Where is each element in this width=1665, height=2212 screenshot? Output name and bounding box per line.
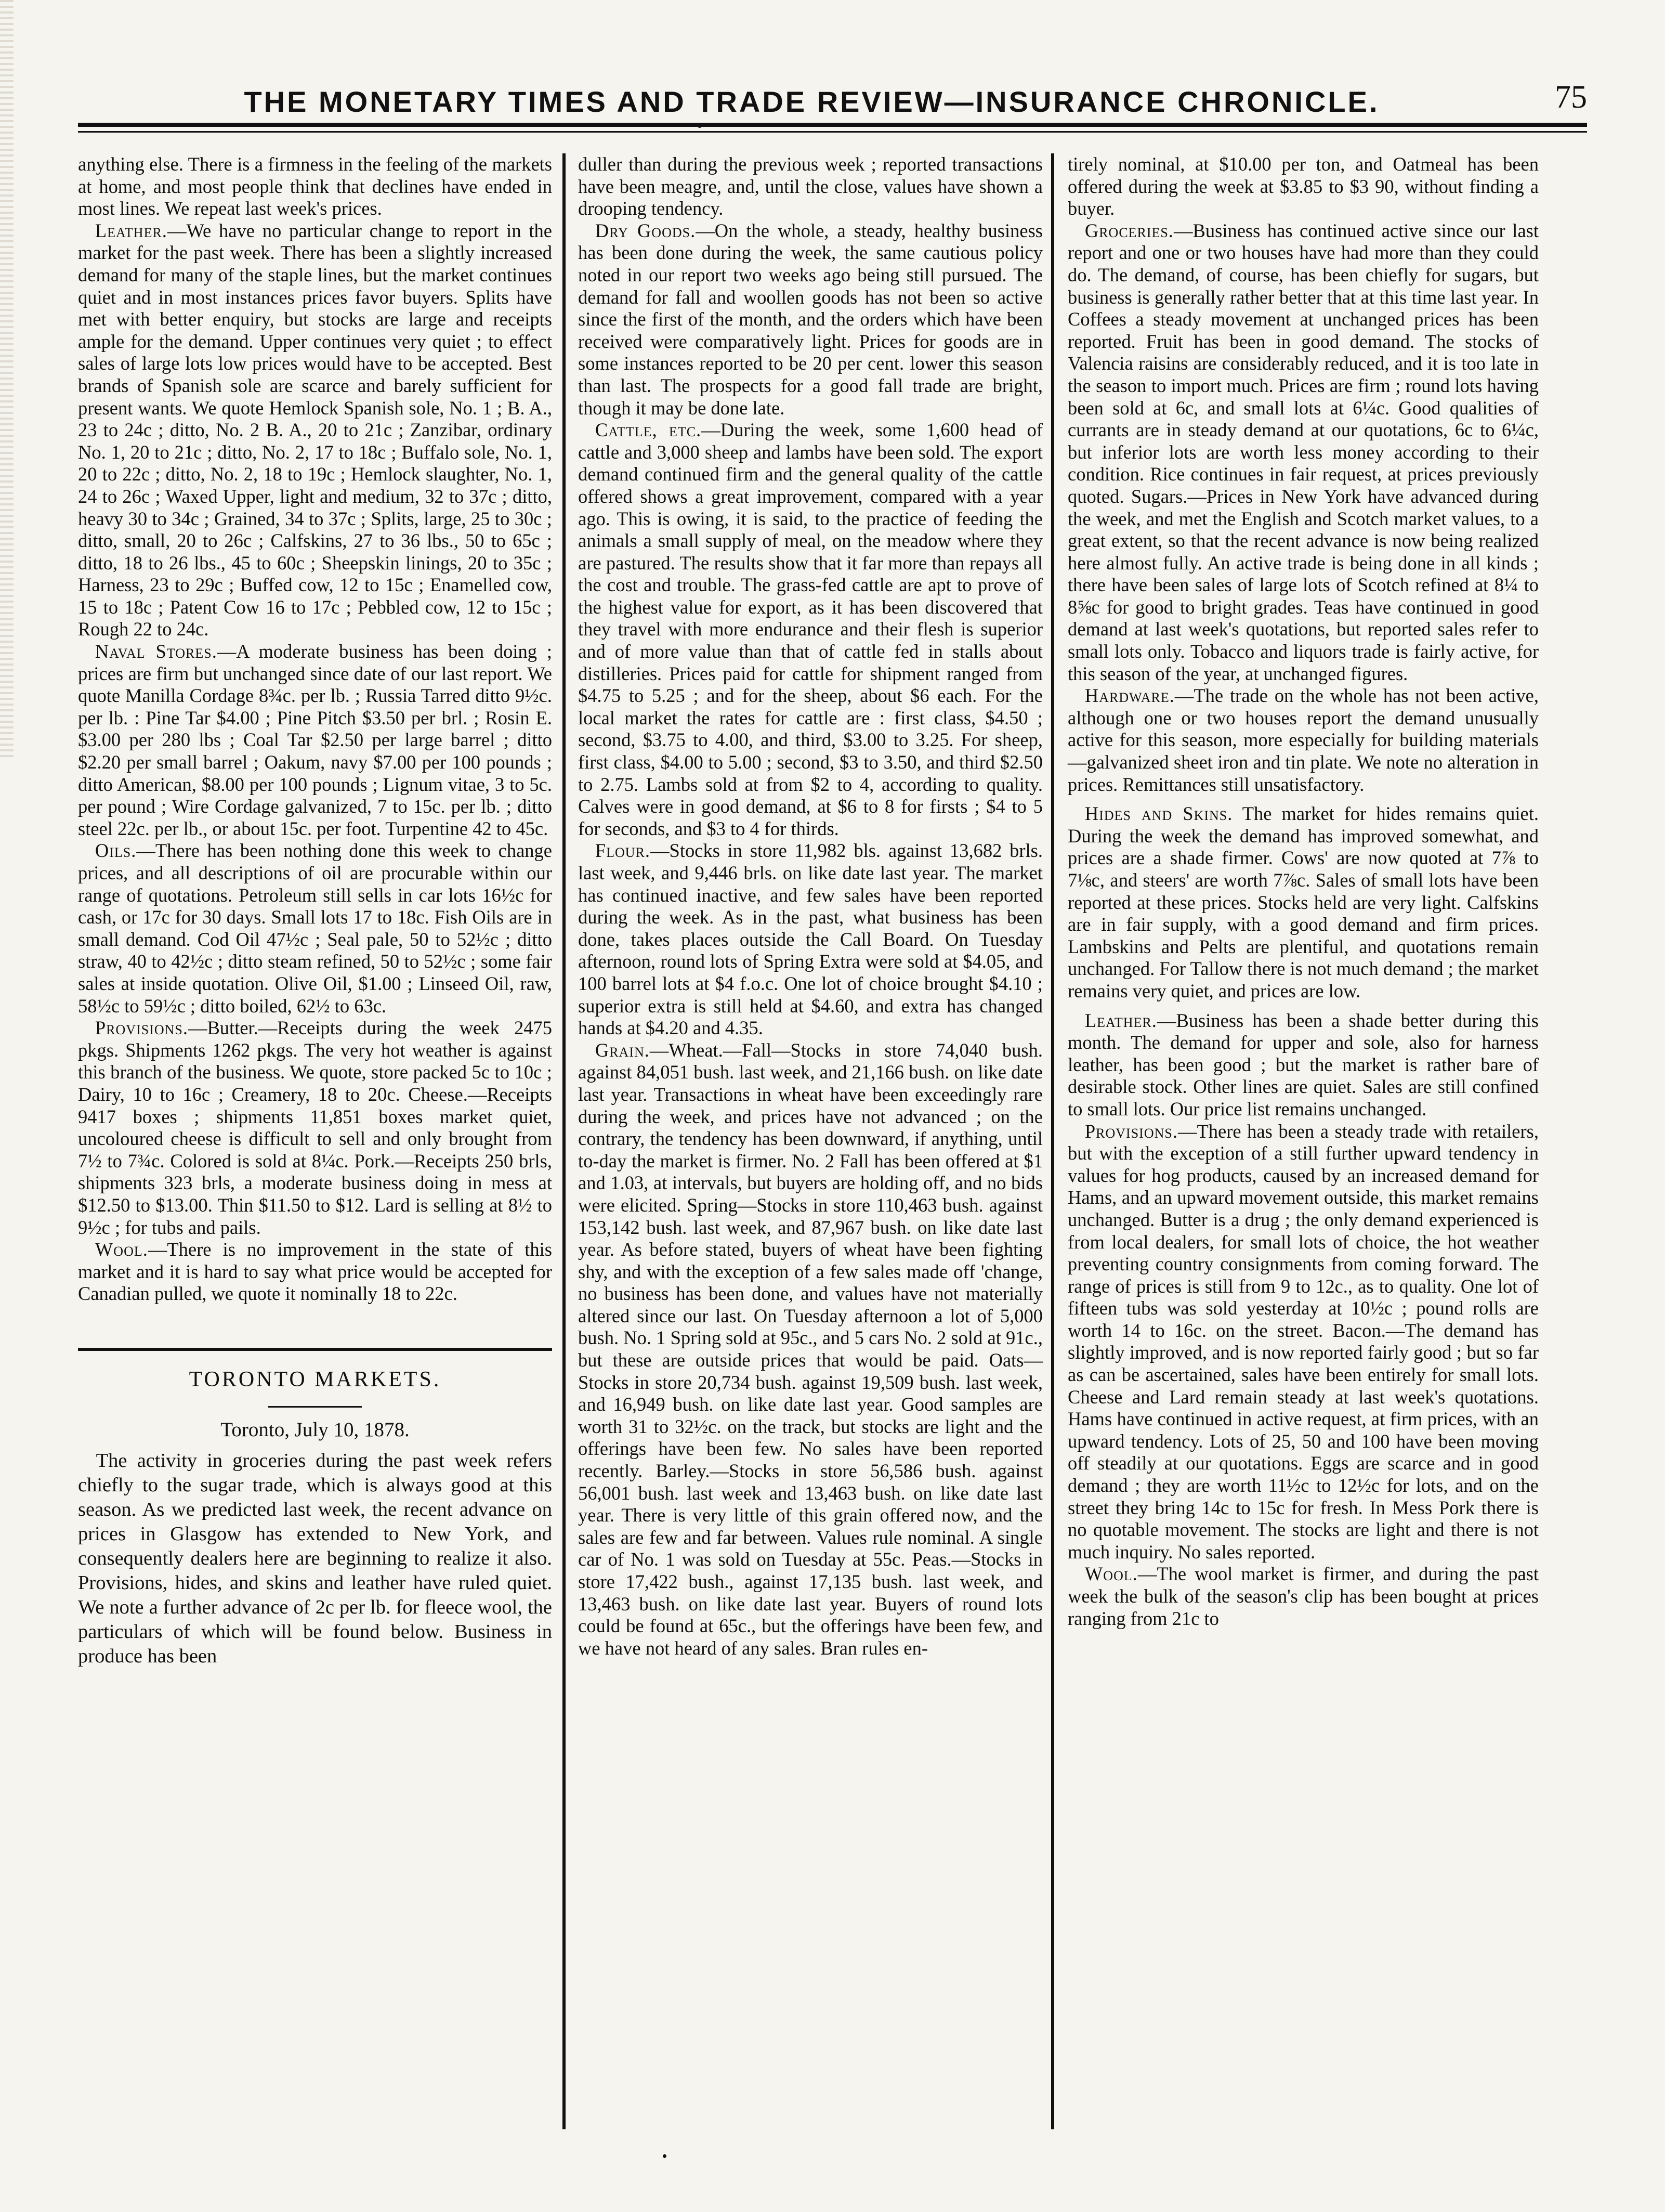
naval-stores-heading: Naval Stores.	[95, 641, 217, 662]
column-divider-2	[1051, 153, 1054, 2129]
header-rule-thin	[78, 131, 1587, 133]
leather-text: —Business has been a shade better during this month. The demand for upper and sole, also for harness leather, has been good ; but the market is rather bare of desirable stock. Other lines are quiet. Sales are still confined to small lots. Our price list remains unchanged.	[1068, 1009, 1539, 1120]
hides-text: The market for hides remains quiet. During the week the demand has improved somewhat, and prices are a shade firmer. Cows' are now quoted at 7⅞ to 7⅛c, and steers' are worth 7⅞c. Sales of small lots have been reported at these prices. Stocks held are very light. Calfskins are in fair supply, with a good demand and firm prices. Lambskins and Pelts are plentiful, and quotations remain unchanged. For Tallow there is not much demand ; the market remains very quiet, and prices are low.	[1068, 803, 1539, 1001]
hardware-heading: Hardware.	[1084, 685, 1175, 707]
toronto-intro	[78, 1449, 552, 1669]
flour-text: —Stocks in store 11,982 bls. against 13,682 brls. last week, and 9,446 brls. on like date last year. The market has continued inactive, and few sales have been reported during the week. As in the past, what business has been done, takes places outside the Call Board. On Tuesday afternoon, round lots of Spring Extra were sold at $4.05, and 100 barrel lots at $4 f.o.c. One lot of choice brought $4.10 ; superior extra is still held at $4.60, and extra has changed hands at $4.20 and 4.35.	[578, 840, 1043, 1039]
paragraph-continued: tirely nominal, at $10.00 per ton, and Oatmeal has been offered during the week at $3.85 to $3 90, without finding a buyer.	[1068, 153, 1539, 219]
groceries-paragraph	[1068, 220, 1539, 685]
masthead	[78, 77, 1545, 119]
naval-stores-paragraph	[78, 641, 552, 840]
wool-text: —There is no improvement in the state of this market and it is hard to say what price would be accepted for Canadian pulled, we quote it nominally 18 to 22c.	[78, 1239, 552, 1305]
flour-heading: Flour.	[595, 840, 651, 862]
hides-heading: Hides and Skins.	[1084, 803, 1233, 825]
oils-text: —There has been nothing done this week to change prices, and all descriptions of oil are procurable within our range of quotations. Petroleum still sells in car lots 16½c for cash, or 17c for 30 days. Small lots 17 to 18c. Fish Oils are in small demand. Cod Oil 47½c ; Seal pale, 50 to 52½c ; ditto straw, 40 to 42½c ; ditto steam refined, 50 to 52½c ; some fair sales at inside quotation. Olive Oil, $1.00 ; Linseed Oil, raw, 58½c to 59½c ; ditto boiled, 62½ to 63c.	[78, 840, 552, 1017]
dry-goods-paragraph	[578, 220, 1043, 419]
publication-title: THE MONETARY TIMES AND TRADE REVIEW—INSURANCE CHRONICLE.	[244, 85, 1380, 118]
spacer	[1068, 1003, 1539, 1010]
dry-goods-heading: Dry Goods.	[595, 219, 696, 241]
flour-paragraph	[578, 840, 1043, 1039]
page-number: 75	[1555, 80, 1587, 115]
naval-stores-text: —A moderate business has been doing ; prices are firm but unchanged since date of our last report. We quote Manilla Cordage 8¾c. per lb. ; Russia Tarred ditto 9½c. per lb. : Pine Tar $4.00 ; Pine Pitch $3.50 per brl. ; Rosin E. $3.00 per 280 lbs ; Coal Tar $2.50 per large barrel ; ditto $2.20 per small barrel ; Oakum, navy $7.00 per 100 pounds ; ditto American, $8.00 per 100 pounds ; Lignum vitae, 3 to 5c. per pound ; Wire Cordage galvanized, 7 to 15c. per lb. ; ditto steel 22c. per lb., or about 15c. per foot. Turpentine 42 to 45c.	[78, 641, 552, 839]
grain-heading: Grain.	[595, 1039, 650, 1061]
provisions-paragraph	[1068, 1121, 1539, 1564]
footer-dot	[663, 2154, 666, 2158]
wool-paragraph	[78, 1239, 552, 1305]
leather-heading: Leather.	[1084, 1009, 1157, 1031]
leather-paragraph	[78, 220, 552, 641]
column-2	[567, 153, 1050, 2129]
provisions-heading: Provisions.	[95, 1017, 188, 1039]
oils-heading: Oils.	[95, 840, 137, 862]
paragraph-continued: duller than during the previous week ; reported transactions have been meagre, and, until the close, values have shown a drooping tendency.	[578, 153, 1043, 219]
wool-heading: Wool.	[1084, 1563, 1138, 1585]
dry-goods-text: —On the whole, a steady, healthy business has been done during the week, the same cautious policy noted in our report two weeks ago being still pursued. The demand for fall and woollen goods has not been so active since the first of the month, and the orders which have been received were comparatively light. Prices for goods are in some instances reported to be 20 per cent. lower this season than last. The prospects for a good fall trade are bright, though it may be done late.	[578, 219, 1043, 419]
header-dot	[698, 124, 702, 128]
wool-paragraph	[1068, 1563, 1539, 1630]
column-divider-1	[562, 153, 566, 2129]
cattle-heading: Cattle, etc.	[595, 419, 702, 441]
groceries-heading: Groceries.	[1084, 219, 1174, 241]
section-title-toronto-markets: TORONTO MARKETS.	[78, 1348, 552, 1408]
oils-paragraph	[78, 840, 552, 1017]
page-binding-edge	[0, 0, 14, 759]
provisions-text: —There has been a steady trade with retailers, but with the exception of a still further upward tendency in values for hog products, caused by an increased demand for Hams, and an upward movement outside, this market remains unchanged. Butter is a drug ; the only demand experienced is from local dealers, for small lots of choice, the hot weather preventing country consignments from coming forward. The range of prices is still from 9 to 12c., as to quality. One lot of fifteen tubs was sold yesterday at 10½c ; pound rolls are worth 14 to 16c. on the street. Bacon.—The demand has slightly improved, and is now reported fairly good ; but so far as can be ascertained, sales have been entirely for small lots. Cheese and Lard remain steady at last week's quotations. Hams have continued in active request, at firm prices, with an upward tendency. Lots of 25, 50 and 100 have been moving off steadily at our quotations. Eggs are scarce and in good demand ; they are worth 11½c to 12½c for lots, and on the street they bring 14c to 15c for fresh. In Mess Pork there is no quotable movement. The stocks are light and there is not much inquiry. No sales reported.	[1068, 1120, 1539, 1563]
provisions-paragraph	[78, 1017, 552, 1239]
provisions-heading: Provisions.	[1084, 1120, 1178, 1142]
spacer	[1068, 796, 1539, 803]
hides-paragraph	[1068, 803, 1539, 1002]
leather-text: —We have no particular change to report in the market for the past week. There has been a slightly increased demand for many of the staple lines, but the market continues quiet and in most instances prices favor buyers. Splits have met with better enquiry, but stocks are large and receipts ample for the demand. Upper continues very quiet ; to effect sales of large lots low prices would have to be accepted. Best brands of Spanish sole are scarce and barely sufficient for present wants. We quote Hemlock Spanish sole, No. 1 ; B. A., 23 to 24c ; ditto, No. 2 B. A., 20 to 21c ; Zanzibar, ordinary No. 1, 20 to 21c ; ditto, No. 2, 17 to 18c ; Buffalo sole, No. 1, 20 to 22c ; ditto, No. 2, 18 to 19c ; Hemlock slaughter, No. 1, 24 to 26c ; Waxed Upper, light and medium, 32 to 37c ; ditto, heavy 30 to 34c ; Grained, 34 to 37c ; Splits, large, 25 to 30c ; ditto, small, 20 to 26c ; Calfskins, 27 to 36 lbs., 50 to 65c ; ditto, 18 to 26 lbs., 45 to 60c ; Sheepskin linings, 20 to 35c ; Harness, 23 to 29c ; Buffed cow, 12 to 15c ; Enamelled cow, 15 to 18c ; Patent Cow 16 to 17c ; Pebbled cow, 12 to 15c ; Rough 22 to 24c.	[78, 219, 552, 640]
grain-text: —Wheat.—Fall—Stocks in store 74,040 bush. against 84,051 bush. last week, and 21,166 bush. on like date last year. Transactions in wheat have been exceedingly rare during the week, and prices have not advanced ; on the contrary, the tendency has been downward, if anything, until to-day the market is firmer. No. 2 Fall has been offered at $1 and 1.03, at intervals, but buyers are holding off, and no bids were elicited. Spring—Stocks in store 110,463 bush. against 153,142 bush. last week, and 87,967 bush. on like date last year. As before stated, buyers of wheat have been fighting shy, and with the exception of a few sales made off 'change, no business has been done, and values have not materially altered since our last. On Tuesday afternoon a lot of 5,000 bush. No. 1 Spring sold at 95c., and 5 cars No. 2 sold at 91c., but these are outside prices that would be paid. Oats—Stocks in store 20,734 bush. against 19,509 bush. last week, and 16,949 bush. on like date last year. Good samples are worth 31 to 32½c. on the track, but stocks are light and the offerings have been few. No sales have been reported recently. Barley.—Stocks in store 56,586 bush. against 56,001 bush. last week and 13,463 bush. on like date last year. There is very little of this grain offered now, and the sales are few and far between. Values rule nominal. A single car of No. 1 was sold on Tuesday at 55c. Peas.—Stocks in store 17,422 bush., against 17,135 bush. last week, and 13,463 bush. on like date last year. Buyers of round lots could be found at 65c., but the offerings have been few, and we have not heard of any sales. Bran rules en-	[578, 1039, 1043, 1659]
leather-paragraph	[1068, 1010, 1539, 1121]
provisions-text: —Butter.—Receipts during the week 2475 pkgs. Shipments 1262 pkgs. The very hot weather is against this branch of the business. We quote, store packed 5c to 10c ; Dairy, 10 to 16c ; Creamery, 18 to 20c. Cheese.—Receipts 9417 boxes ; shipments 11,851 boxes market quiet, uncoloured cheese is difficult to sell and only brought from 7½ to 7¾c. Colored is sold at 8¼c. Pork.—Receipts 250 brls, shipments 323 brls, a moderate business doing in mess at $12.50 to $13.00. Thin $11.50 to $12. Lard is selling at 8½ to 9½c ; for tubs and pails.	[78, 1017, 552, 1238]
article-columns	[78, 153, 1587, 2129]
cattle-paragraph	[578, 419, 1043, 840]
dateline: Toronto, July 10, 1878.	[220, 1419, 410, 1441]
wool-text: —The wool market is firmer, and during the past week the bulk of the season's clip has been bought at prices ranging from 21c to	[1068, 1563, 1539, 1629]
cattle-text: —During the week, some 1,600 head of cattle and 3,000 sheep and lambs have been sold. The export demand continued firm and the general quality of the cattle offered shows a great improvement, compared with a year ago. This is owing, it is said, to the practice of feeding the animals a small supply of meal, on the meadow where they are pastured. The results show that it far more than repays all the cost and trouble. The grass-fed cattle are apt to prove of the highest value for export, as it has been discovered that they travel with more endurance and their flesh is superior and of more value than that of cattle fed in stalls about distilleries. Prices paid for cattle for shipment ranged from $4.75 to 5.25 ; and for the sheep, about $6 each. For the local market the rates for cattle are : first class, $4.50 ; second, $3.75 to 4.00, and third, $3.00 to 3.25. For sheep, first class, $4.00 to 5.00 ; second, $3 to 3.50, and third $2.50 to 2.75. Lambs sold at from $2 to 4, according to quality. Calves were in good demand, at $6 to 8 for firsts ; $4 to 5 for seconds, and $3 to 4 for thirds.	[578, 419, 1043, 839]
column-1	[78, 153, 561, 2129]
leather-heading: Leather.	[95, 219, 167, 241]
grain-paragraph	[578, 1039, 1043, 1660]
hardware-text: —The trade on the whole has not been active, although one or two houses report the demand unusually active for this season, more especially for building materials—galvanized sheet iron and tin plate. We note no alteration in prices. Remittances still unsatisfactory.	[1068, 685, 1539, 795]
toronto-intro-text: The activity in groceries during the past week refers chiefly to the sugar trade, which is always good at this season. As we predicted last week, the recent advance on prices in Glasgow has extended to New York, and consequently dealers here are beginning to realize it also. Provisions, hides, and skins and leather have ruled quiet. We note a further advance of 2c per lb. for fleece wool, the particulars of which will be found below. Business in produce has been	[78, 1450, 552, 1668]
groceries-text: —Business has continued active since our last report and one or two houses have had more than they could do. The demand, of course, has been chiefly for sugars, but business is generally rather better that at this time last year. In Coffees a steady movement at unchanged prices has been reported. Fruit has been in good demand. The stocks of Valencia raisins are considerably reduced, and it is too late in the season to import much. Prices are firm ; round lots having been sold at 6c, and small lots at 6¼c. Good qualities of currants are in steady demand at our quotations, 6c to 6¼c, but inferior lots are worth less money according to their condition. Rice continues in fair request, at prices previously quoted. Sugars.—Prices in New York have advanced during the week, and met the English and Scotch market values, to a great extent, so that the recent advance is now being realized here almost fully. An active trade is being done in all kinds ; there have been sales of large lots of Scotch refined at 8¼ to 8⅝c for good to bright grades. Teas have continued in good demand at last week's quotations, but reported sales refer to small lots only. Tobacco and liquors trade is fairly active, for this season of the year, at unchanged figures.	[1068, 219, 1539, 684]
column-3	[1055, 153, 1539, 2129]
header-rule-thick	[78, 123, 1587, 127]
paragraph-continued: anything else. There is a firmness in the feeling of the markets at home, and most people think that declines have ended in most lines. We repeat last week's prices.	[78, 153, 552, 219]
hardware-paragraph	[1068, 685, 1539, 796]
wool-heading: Wool.	[95, 1239, 148, 1260]
